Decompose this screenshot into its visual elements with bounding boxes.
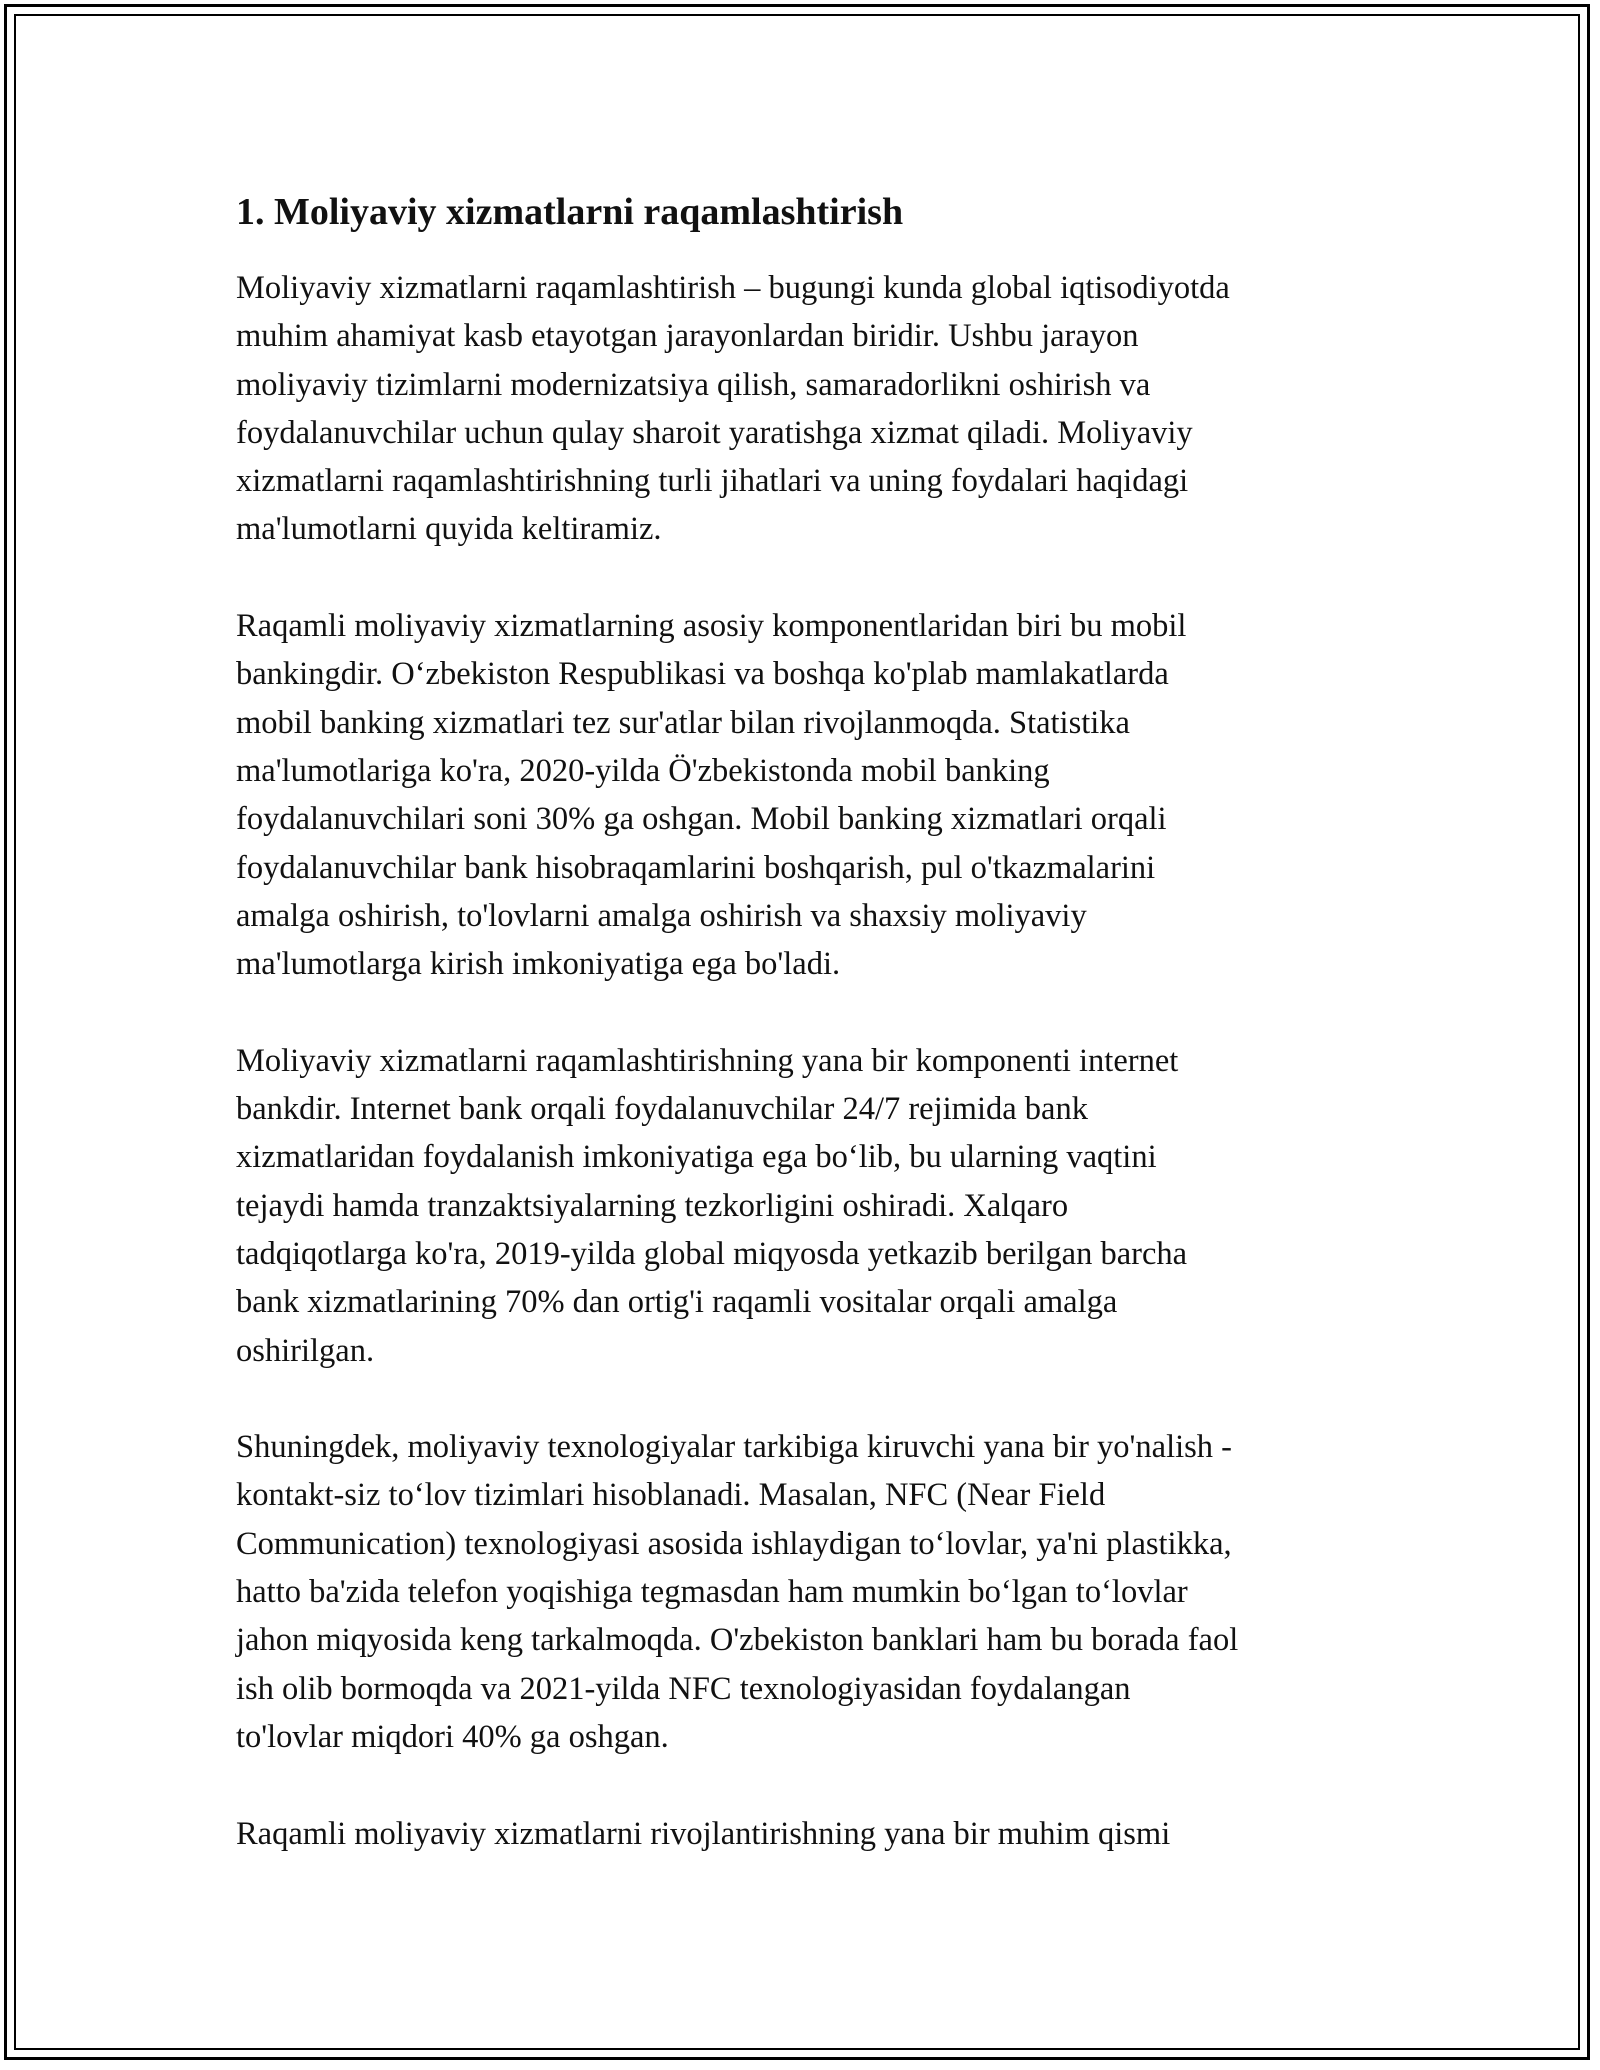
text-line: Raqamli moliyaviy xizmatlarning asosiy komponentlaridan biri bu mobil xyxy=(236,608,1187,645)
text-line: ma'lumotlarga kirish imkoniyatiga ega bo'ladi. xyxy=(236,946,841,983)
text-line: mobil banking xizmatlari tez sur'atlar bilan rivojlanmoqda. Statistika xyxy=(236,704,1130,741)
text-line: tadqiqotlarga ko'ra, 2019-yilda global miqyosda yetkazib berilgan barcha xyxy=(236,1235,1188,1272)
text-line: to'lovlar miqdori 40% ga oshgan. xyxy=(236,1718,669,1755)
text-line: bank xizmatlarining 70% dan ortig'i raqamli vositalar orqali amalga xyxy=(236,1284,1118,1321)
text-line: kontakt-siz to‘lov tizimlari hisoblanadi. Masalan, NFC (Near Field xyxy=(236,1477,1106,1514)
text-line: tejaydi hamda tranzaktsiyalarning tezkorligini oshiradi. Xalqaro xyxy=(236,1187,1069,1224)
text-line: xizmatlarni raqamlashtirishning turli jihatlari va uning foydalari haqidagi xyxy=(236,463,1189,500)
text-line: bankdir. Internet bank orqali foydalanuvchilar 24/7 rejimida bank xyxy=(236,1091,1088,1128)
document-page xyxy=(236,188,1376,1858)
paragraph-3 xyxy=(236,1037,1376,1375)
text-line: ma'lumotlariga ko'ra, 2020-yilda Ö'zbekistonda mobil banking xyxy=(236,752,1050,789)
paragraph-4 xyxy=(236,1423,1376,1761)
text-line: foydalanuvchilar bank hisobraqamlarini boshqarish, pul o'tkazmalarini xyxy=(236,849,1156,886)
text-line: Moliyaviy xizmatlarni raqamlashtirishning yana bir komponenti internet xyxy=(236,1042,1179,1079)
text-line: xizmatlaridan foydalanish imkoniyatiga ega bo‘lib, bu ularning vaqtini xyxy=(236,1139,1157,1176)
paragraph-2 xyxy=(236,602,1376,988)
text-line: Shuningdek, moliyaviy texnologiyalar tarkibiga kiruvchi yana bir yo'nalish - xyxy=(236,1429,1232,1466)
text-line: ish olib bormoqda va 2021-yilda NFC texnologiyasidan foydalangan xyxy=(236,1670,1131,1707)
paragraph-1 xyxy=(236,264,1376,554)
text-line: Raqamli moliyaviy xizmatlarni rivojlantirishning yana bir muhim qismi xyxy=(236,1815,1171,1852)
text-line: foydalanuvchilar uchun qulay sharoit yaratishga xizmat qiladi. Moliyaviy xyxy=(236,414,1193,451)
text-line: hatto ba'zida telefon yoqishiga tegmasdan ham mumkin bo‘lgan to‘lovlar xyxy=(236,1574,1188,1611)
section-title: 1. Moliyaviy xizmatlarni raqamlashtirish xyxy=(236,191,904,233)
text-line: amalga oshirish, to'lovlarni amalga oshirish va shaxsiy moliyaviy xyxy=(236,897,1087,934)
text-line: Moliyaviy xizmatlarni raqamlashtirish – bugungi kunda global iqtisodiyotda xyxy=(236,270,1230,306)
text-line: muhim ahamiyat kasb etayotgan jarayonlardan biridir. Ushbu jarayon xyxy=(236,318,1139,355)
text-line: moliyaviy tizimlarni modernizatsiya qilish, samaradorlikni oshirish va xyxy=(236,366,1151,403)
paragraph-5 xyxy=(236,1810,1376,1858)
text-line: foydalanuvchilari soni 30% ga oshgan. Mobil banking xizmatlari orqali xyxy=(236,801,1167,838)
text-line: jahon miqyosida keng tarkalmoqda. O'zbekiston banklari ham bu borada faol xyxy=(236,1622,1239,1659)
text-line: ma'lumotlarni quyida keltiramiz. xyxy=(236,511,662,548)
text-line: Communication) texnologiyasi asosida ishlaydigan to‘lovlar, ya'ni plastikka, xyxy=(236,1525,1232,1562)
text-line: oshirilgan. xyxy=(236,1332,375,1369)
text-line: bankingdir. O‘zbekiston Respublikasi va boshqa ko'plab mamlakatlarda xyxy=(236,656,1169,693)
